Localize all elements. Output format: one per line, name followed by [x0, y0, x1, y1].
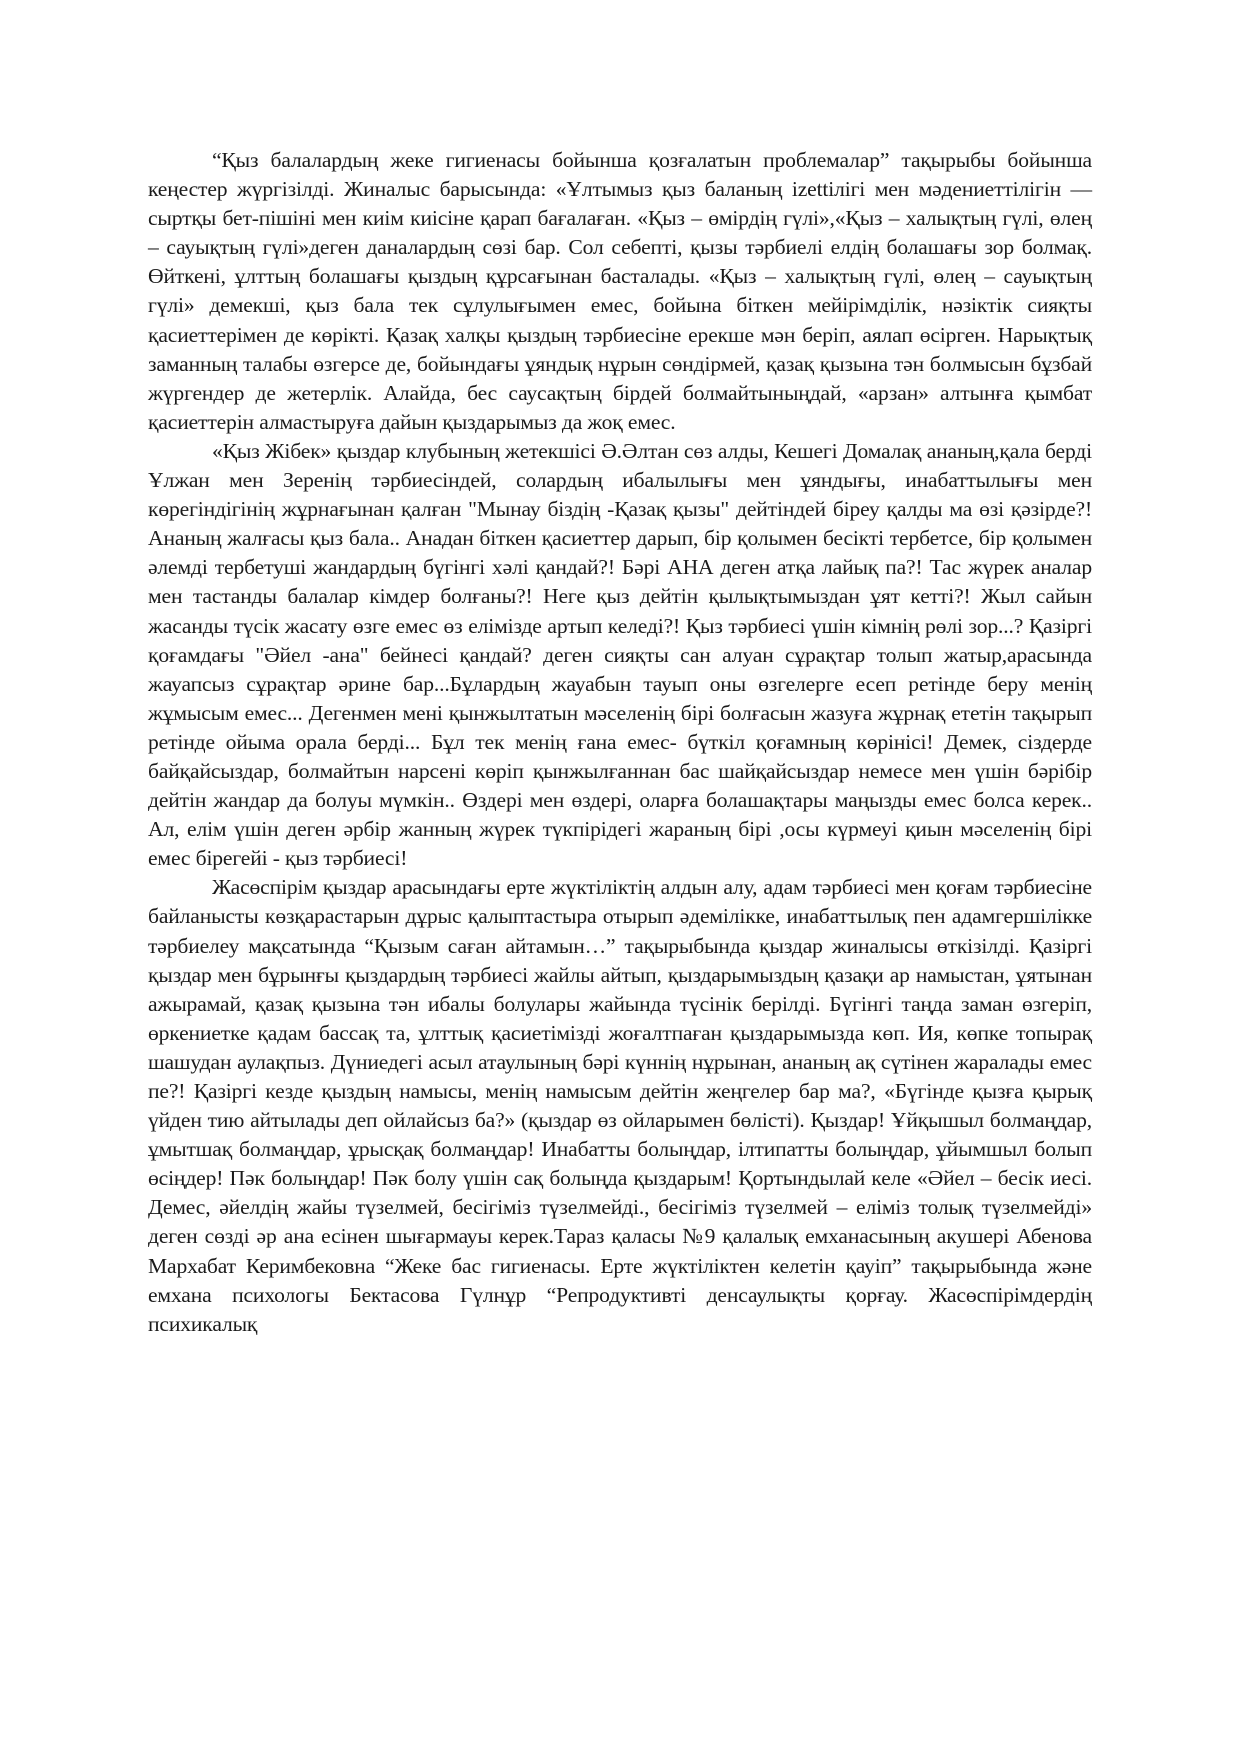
paragraph-girls-meeting: Жасөспірім қыздар арасындағы ерте жүктіліктің алдын алу, адам тәрбиесі мен қоғам тәрбиесіне байланысты көзқарастарын дұрыс қалыптастыра отырып әдемілікке, инабаттылық пен адамгершілікке тәрбиелеу мақсатында “Қызым саған айтамын…” тақырыбында қыздар жиналысы өткізілді. Қазіргі қыздар мен бұрынғы қыздардың тәрбиесі жайлы айтып, қыздарымыздың қазақи ар намыстан, ұятынан ажырамай, қазақ қызына тән ибалы болулары жайында түсінік берілді. Бүгінгі таңда заман өзгеріп, өркениетке қадам бассақ та, ұлттық қасиетімізді жоғалтпаған қыздарымызда көп. Ия, көпке топырақ шашудан аулақпыз. Дүниедегі асыл атаулының бәрі күннің нұрынан, ананың ақ сүтінен жаралады емес пе?! Қазіргі кезде қыздың намысы, менің намысым дейтін жеңгелер бар ма?, «Бүгінде қызға қырық үйден тию айтылады деп ойлайсыз ба?» (қыздар өз ойларымен бөлісті). Қыздар! Ұйқышыл болмаңдар, ұмытшақ болмаңдар, ұрысқақ болмаңдар! Инабатты болыңдар, ілтипатты болыңдар, ұйымшыл болып өсіңдер! Пәк болыңдар! Пәк болу үшін сақ болыңда қыздарым! Қортындылай келе «Әйел – бесік иесі. Демес, әйелдің жайы түзелмей, бесігіміз түзелмейді., бесігіміз түзелмей – еліміз толық түзелмейді» деген сөзді әр ана есінен шығармауы керек.Тараз қаласы №9 қалалық емханасының акушері Абенова Мархабат Керимбековна “Жеке бас гигиенасы. Ерте жүктіліктен келетін қауіп” тақырыбында және емхана психологы Бектасова Гүлнұр “Репродуктивті денсаулықты қорғау. Жасөспірімдердің психикалық	[148, 875, 1092, 1336]
paragraph-kyz-zhibek-club: «Қыз Жібек» қыздар клубының жетекшісі Ә.Әлтан сөз алды, Кешегі Домалақ ананың,қала берді Ұлжан мен Зеренің тәрбиесіндей, солардың ибалылығы мен ұяндығы, инабаттылығы мен көрегіндігінің жұрнағынан қалған "Мынау біздің -Қазақ қызы" дейтіндей біреу қалды ма өзі қәзірде?! Ананың жалғасы қыз бала.. Анадан біткен қасиеттер дарып, бір қолымен бесікті тербетсе, бір қолымен әлемді тербетуші жандардың бүгінгі хәлі қандай?! Бәрі АНА деген атқа лайық па?! Тас жүрек аналар мен тастанды балалар кімдер болғаны?! Неге қыз дейтін қылықтымыздан ұят кетті?! Жыл сайын жасанды түсік жасату өзге емес өз елімізде артып келеді?! Қыз тәрбиесі үшін кімнің рөлі зор...? Қазіргі қоғамдағы "Әйел -ана" бейнесі қандай? деген сияқты сан алуан сұрақтар толып жатыр,арасында жауапсыз сұрақтар әрине бар...Бұлардың жауабын тауып оны өзгелерге есеп ретінде беру менің жұмысым емес... Дегенмен мені қынжылтатын мәселенің бірі болғасын жазуға жұрнақ ететін тақырып ретінде ойыма орала берді... Бұл тек менің ғана емес- бүткіл қоғамның көрінісі! Демек, сіздерде байқайсыздар, болмайтын нарсені көріп қынжылғаннан бас шайқайсыздар немесе мен үшін бәрібір дейтін жандар да болуы мүмкін.. Өздері мен өздері, оларға болашақтары маңызды емес болса керек.. Ал, елім үшін деген әрбір жанның жүрек түкпірідегі жараның бірі ,осы күрмеуі қиын мәселенің бірі емес бірегейі - қыз тәрбиесі!	[148, 438, 1092, 871]
document-page	[148, 146, 1092, 1339]
paragraph-consultation: “Қыз балалардың жеке гигиенасы бойынша қозғалатын проблемалар” тақырыбы бойынша кеңестер жүргізілді. Жиналыс барысында: «Ұлтымыз қыз баланың izettiлігі мен мәдениеттілігін — сыртқы бет-пішіні мен киім киісіне қарап бағалаған. «Қыз – өмірдің гүлі»,«Қыз – халықтың гүлі, өлең – сауықтың гүлі»деген даналардың сөзі бар. Сол себепті, қызы тәрбиелі елдің болашағы зор болмақ. Өйткені, ұлттың болашағы қыздың құрсағынан басталады. «Қыз – халықтың гүлі, өлең – сауықтың гүлі» демекші, қыз бала тек сұлулығымен емес, бойына біткен мейірімділік, нәзіктік сияқты қасиеттерімен де көрікті. Қазақ халқы қыздың тәрбиесіне ерекше мән беріп, аялап өсірген. Нарықтық заманның талабы өзгерсе де, бойындағы ұяндық нұрын сөндірмей, қазақ қызына тән болмысын бұзбай жүргендер де жетерлік. Алайда, бес саусақтың бірдей болмайтыныңдай, «арзан» алтынға қымбат қасиеттерін алмастыруға дайын қыздарымыз да жоқ емес.	[148, 148, 1092, 434]
